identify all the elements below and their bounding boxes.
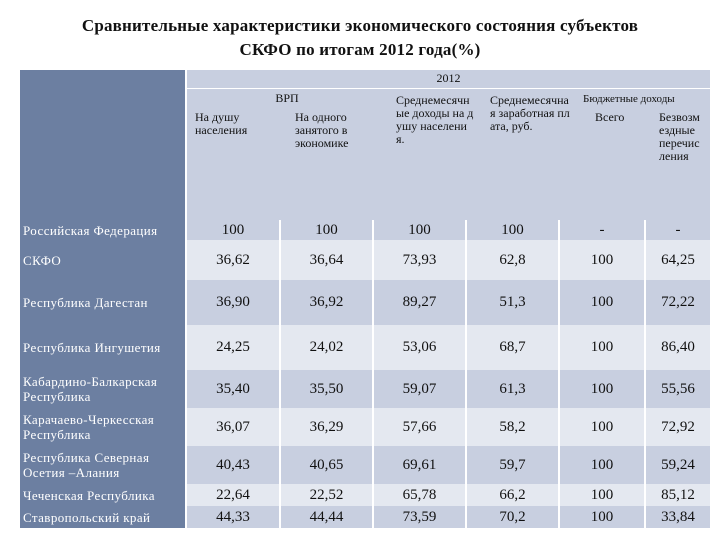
row-value: 36,90 <box>187 280 279 325</box>
row-value: - <box>560 220 644 240</box>
header-vrp: ВРП <box>275 91 299 105</box>
table-header <box>187 70 710 220</box>
row-value: 100 <box>187 220 279 240</box>
table-row <box>20 506 710 528</box>
row-value: 70,2 <box>467 506 558 528</box>
row-value: 100 <box>560 370 644 408</box>
row-value: 86,40 <box>646 325 710 370</box>
header-vrp-per-capita: На душу населения <box>195 110 248 137</box>
table-row <box>20 240 710 280</box>
row-value: 61,3 <box>467 370 558 408</box>
row-value: 69,61 <box>374 446 465 484</box>
page-title <box>0 14 720 62</box>
row-value: 51,3 <box>467 280 558 325</box>
row-value: 100 <box>560 408 644 446</box>
row-value: 24,02 <box>281 325 372 370</box>
row-value: 66,2 <box>467 484 558 506</box>
table-row <box>20 280 710 325</box>
row-value: 44,44 <box>281 506 372 528</box>
header-budget-total: Всего <box>595 110 625 124</box>
row-value: 57,66 <box>374 408 465 446</box>
row-value: 35,50 <box>281 370 372 408</box>
row-value: 100 <box>560 325 644 370</box>
row-name: Республика Дагестан <box>20 280 185 325</box>
row-value: - <box>646 220 710 240</box>
table-row <box>20 446 710 484</box>
row-value: 36,64 <box>281 240 372 280</box>
row-value: 40,43 <box>187 446 279 484</box>
row-value: 100 <box>281 220 372 240</box>
row-value: 35,40 <box>187 370 279 408</box>
header-vrp-per-employed: На одного занятого в экономике <box>295 110 349 150</box>
row-value: 100 <box>560 280 644 325</box>
row-value: 65,78 <box>374 484 465 506</box>
header-income: Среднемесячные доходы на душу населения. <box>396 93 474 146</box>
table-row <box>20 370 710 408</box>
title-line-1: Сравнительные характеристики экономического состояния субъектов <box>81 16 639 35</box>
table-row <box>20 484 710 506</box>
row-value: 100 <box>467 220 558 240</box>
row-name: Российская Федерация <box>20 220 185 240</box>
row-value: 36,62 <box>187 240 279 280</box>
row-name: Кабардино-Балкарская Республика <box>20 370 185 408</box>
row-value: 62,8 <box>467 240 558 280</box>
header-year: 2012 <box>436 71 461 85</box>
table-row <box>20 325 710 370</box>
header-corner <box>20 70 185 220</box>
row-value: 53,06 <box>374 325 465 370</box>
row-value: 100 <box>560 446 644 484</box>
row-value: 58,2 <box>467 408 558 446</box>
row-value: 89,27 <box>374 280 465 325</box>
row-value: 36,92 <box>281 280 372 325</box>
row-value: 36,29 <box>281 408 372 446</box>
header-budget-free: Безвозмездные перечисления <box>659 110 700 163</box>
row-value: 33,84 <box>646 506 710 528</box>
row-value: 100 <box>560 484 644 506</box>
row-value: 72,22 <box>646 280 710 325</box>
title-line-2: СКФО по итогам 2012 года(%) <box>239 40 481 59</box>
row-value: 59,7 <box>467 446 558 484</box>
row-value: 40,65 <box>281 446 372 484</box>
row-value: 22,52 <box>281 484 372 506</box>
row-value: 59,24 <box>646 446 710 484</box>
row-value: 22,64 <box>187 484 279 506</box>
row-value: 64,25 <box>646 240 710 280</box>
row-name: Чеченская Республика <box>20 484 185 506</box>
row-name: Ставропольский край <box>20 506 185 528</box>
header-wage: Среднемесячная заработная плата, руб. <box>490 93 570 133</box>
row-value: 72,92 <box>646 408 710 446</box>
row-value: 73,59 <box>374 506 465 528</box>
table-row <box>20 408 710 446</box>
row-value: 36,07 <box>187 408 279 446</box>
row-value: 73,93 <box>374 240 465 280</box>
header-budget: Бюджетные доходы <box>583 93 675 105</box>
row-value: 100 <box>374 220 465 240</box>
row-name: Республика Северная Осетия –Алания <box>20 446 185 484</box>
row-value: 100 <box>560 240 644 280</box>
row-name: Карачаево-Черкесская Республика <box>20 408 185 446</box>
row-value: 85,12 <box>646 484 710 506</box>
row-name: Республика Ингушетия <box>20 325 185 370</box>
table-row <box>20 220 710 240</box>
row-name: СКФО <box>20 240 185 280</box>
row-value: 24,25 <box>187 325 279 370</box>
row-value: 44,33 <box>187 506 279 528</box>
row-value: 100 <box>560 506 644 528</box>
row-value: 68,7 <box>467 325 558 370</box>
row-value: 55,56 <box>646 370 710 408</box>
header-divider <box>187 88 710 89</box>
row-value: 59,07 <box>374 370 465 408</box>
